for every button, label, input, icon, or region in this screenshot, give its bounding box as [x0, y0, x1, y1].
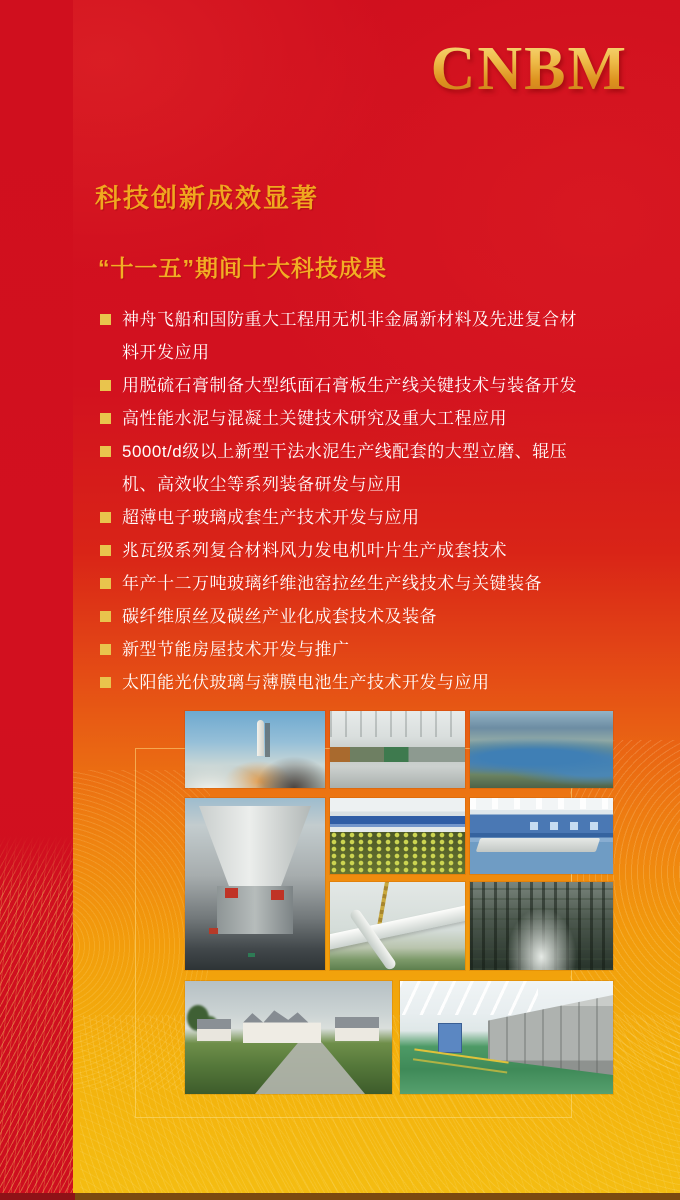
achievement-text: 新型节能房屋技术开发与推广 [122, 640, 350, 659]
achievement-text: 神舟飞船和国防重大工程用无机非金属新材料及先进复合材料开发应用 [122, 310, 577, 362]
achievement-item [100, 534, 589, 567]
cabinet-shape [438, 1023, 462, 1053]
achievement-item [100, 402, 589, 435]
photo-rocket-launch [185, 711, 325, 788]
suction-cup-grid-shape [330, 832, 465, 874]
subsection-title: “十一五”期间十大科技成果 [98, 255, 387, 281]
photo-glass-production-line [330, 798, 465, 874]
achievement-item [100, 369, 589, 402]
photo-fiberglass-workshop [470, 882, 613, 970]
road-shape [255, 1039, 365, 1094]
blade-shape [330, 902, 465, 953]
launch-tower-shape [265, 723, 270, 757]
achievement-list [100, 303, 589, 699]
bullet-square-icon [100, 446, 111, 457]
achievement-item [100, 567, 589, 600]
achievement-text: 高性能水泥与混凝土关键技术研究及重大工程应用 [122, 409, 507, 428]
achievement-item [100, 501, 589, 534]
achievement-text: 5000t/d级以上新型干法水泥生产线配套的大型立磨、辊压机、高效收尘等系列装备研发与应用 [122, 442, 568, 494]
section-title: 科技创新成效显著 [95, 183, 320, 213]
achievement-text: 太阳能光伏玻璃与薄膜电池生产技术开发与应用 [122, 673, 490, 692]
achievement-item [100, 435, 589, 501]
achievement-item [100, 633, 589, 666]
cnbm-logo: CNBM [430, 35, 628, 103]
mill-cone-shape [199, 806, 311, 890]
photo-collage [185, 711, 613, 1094]
achievement-text: 超薄电子玻璃成套生产技术开发与应用 [122, 508, 420, 527]
bullet-square-icon [100, 578, 111, 589]
photo-aerial-river-view [470, 711, 613, 788]
bullet-square-icon [100, 677, 111, 688]
achievement-text: 用脱硫石膏制备大型纸面石膏板生产线关键技术与装备开发 [122, 376, 577, 395]
photo-gypsum-board-line [330, 711, 465, 788]
rocket-shape [257, 720, 264, 756]
bullet-square-icon [100, 413, 111, 424]
page-bottom-edge [0, 1193, 680, 1200]
photo-vertical-mill [185, 798, 325, 970]
achievement-text: 年产十二万吨玻璃纤维池窑拉丝生产线技术与关键装备 [122, 574, 542, 593]
bullet-square-icon [100, 611, 111, 622]
achievement-text: 兆瓦级系列复合材料风力发电机叶片生产成套技术 [122, 541, 507, 560]
bullet-square-icon [100, 314, 111, 325]
mill-machinery-shape [225, 888, 238, 898]
bullet-square-icon [100, 545, 111, 556]
achievement-item [100, 303, 589, 369]
house-shape [243, 1009, 321, 1043]
bullet-square-icon [100, 512, 111, 523]
string-art-pattern [0, 835, 73, 1194]
console-shape [476, 838, 601, 852]
bullet-square-icon [100, 380, 111, 391]
achievement-item [100, 666, 589, 699]
photo-control-room [470, 798, 613, 874]
photo-energy-saving-houses [185, 981, 392, 1094]
photo-wind-turbine-blade [330, 882, 465, 970]
achievement-text: 碳纤维原丝及碳丝产业化成套技术及装备 [122, 607, 437, 626]
house-shape [197, 1019, 231, 1041]
bullet-square-icon [100, 644, 111, 655]
house-shape [335, 1017, 379, 1041]
photo-clean-corridor [400, 981, 613, 1094]
achievement-item [100, 600, 589, 633]
